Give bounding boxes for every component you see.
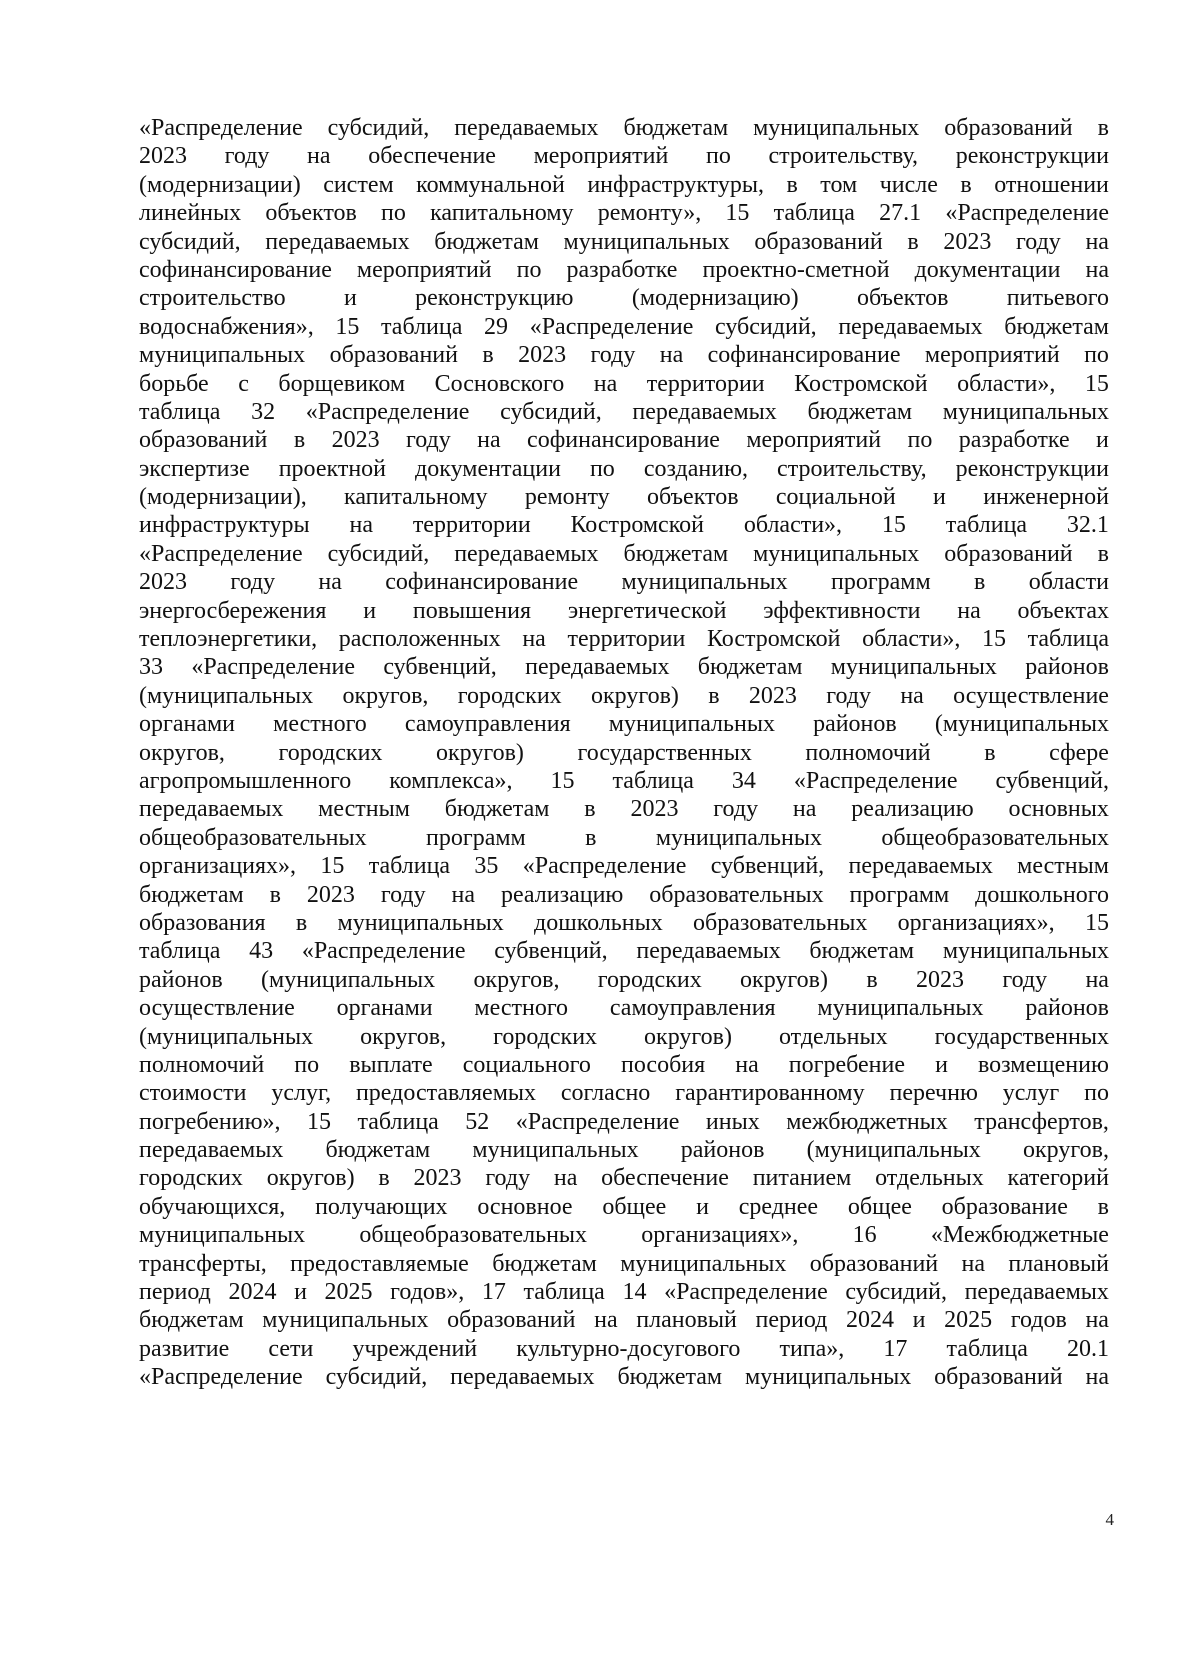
- text-line: обучающихся, получающих основное общее и среднее общее образование в: [139, 1193, 1109, 1220]
- text-line: (муниципальных округов, городских округов) отдельных государственных: [139, 1023, 1109, 1050]
- text-line: осуществление органами местного самоуправления муниципальных районов: [139, 995, 1109, 1022]
- text-line: городских округов) в 2023 году на обеспечение питанием отдельных категорий: [139, 1165, 1109, 1192]
- text-line: районов (муниципальных округов, городских округов) в 2023 году на: [139, 966, 1109, 993]
- text-line: погребению», 15 таблица 52 «Распределение иных межбюджетных трансфертов,: [139, 1108, 1109, 1135]
- text-line: 2023 году на обеспечение мероприятий по строительству, реконструкции: [139, 143, 1109, 170]
- text-line: (муниципальных округов, городских округов) в 2023 году на осуществление: [139, 682, 1109, 709]
- text-line: (модернизации) систем коммунальной инфраструктуры, в том числе в отношении: [139, 171, 1109, 198]
- text-line: «Распределение субсидий, передаваемых бюджетам муниципальных образований в: [139, 115, 1109, 141]
- text-line: линейных объектов по капитальному ремонту», 15 таблица 27.1 «Распределение: [139, 200, 1109, 227]
- text-line: софинансирование мероприятий по разработке проектно-сметной документации на: [139, 256, 1109, 283]
- text-line: передаваемых бюджетам муниципальных районов (муниципальных округов,: [139, 1137, 1109, 1164]
- text-line: муниципальных образований в 2023 году на софинансирование мероприятий по: [139, 342, 1109, 369]
- text-line: таблица 32 «Распределение субсидий, передаваемых бюджетам муниципальных: [139, 398, 1109, 425]
- text-line: трансферты, предоставляемые бюджетам муниципальных образований на плановый: [139, 1250, 1109, 1277]
- text-line: муниципальных общеобразовательных организациях», 16 «Межбюджетные: [139, 1222, 1109, 1249]
- text-line: (модернизации), капитальному ремонту объектов социальной и инженерной: [139, 484, 1109, 511]
- body-text: [139, 114, 1109, 1392]
- text-line: передаваемых местным бюджетам в 2023 году на реализацию основных: [139, 796, 1109, 823]
- text-line: образования в муниципальных дошкольных образовательных организациях», 15: [139, 909, 1109, 936]
- text-line: агропромышленного комплекса», 15 таблица 34 «Распределение субвенций,: [139, 767, 1109, 794]
- text-line: инфраструктуры на территории Костромской области», 15 таблица 32.1: [139, 512, 1109, 539]
- text-line: период 2024 и 2025 годов», 17 таблица 14 «Распределение субсидий, передаваемых: [139, 1279, 1109, 1306]
- page-number: 4: [1105, 1510, 1114, 1529]
- text-line: строительство и реконструкцию (модернизацию) объектов питьевого: [139, 285, 1109, 312]
- text-line: водоснабжения», 15 таблица 29 «Распределение субсидий, передаваемых бюджетам: [139, 313, 1109, 340]
- text-line: 33 «Распределение субвенций, передаваемых бюджетам муниципальных районов: [139, 654, 1109, 681]
- text-line: 2023 году на софинансирование муниципальных программ в области: [139, 569, 1109, 596]
- text-line: борьбе с борщевиком Сосновского на территории Костромской области», 15: [139, 370, 1109, 397]
- text-line: экспертизе проектной документации по созданию, строительству, реконструкции: [139, 455, 1109, 482]
- text-line: бюджетам в 2023 году на реализацию образовательных программ дошкольного: [139, 881, 1109, 908]
- text-line: округов, городских округов) государственных полномочий в сфере: [139, 739, 1109, 766]
- text-line: «Распределение субсидий, передаваемых бюджетам муниципальных образований на: [139, 1364, 1109, 1391]
- text-line: теплоэнергетики, расположенных на территории Костромской области», 15 таблица: [139, 626, 1109, 653]
- text-line: субсидий, передаваемых бюджетам муниципальных образований в 2023 году на: [139, 228, 1109, 255]
- text-line: таблица 43 «Распределение субвенций, передаваемых бюджетам муниципальных: [139, 938, 1109, 965]
- text-line: «Распределение субсидий, передаваемых бюджетам муниципальных образований в: [139, 540, 1109, 567]
- text-line: полномочий по выплате социального пособия на погребение и возмещению: [139, 1051, 1109, 1078]
- text-line: организациях», 15 таблица 35 «Распределение субвенций, передаваемых местным: [139, 853, 1109, 880]
- text-line: органами местного самоуправления муниципальных районов (муниципальных: [139, 711, 1109, 738]
- text-line: образований в 2023 году на софинансирование мероприятий по разработке и: [139, 427, 1109, 454]
- text-line: развитие сети учреждений культурно-досугового типа», 17 таблица 20.1: [139, 1335, 1109, 1362]
- text-line: бюджетам муниципальных образований на плановый период 2024 и 2025 годов на: [139, 1307, 1109, 1334]
- text-line: энергосбережения и повышения энергетической эффективности на объектах: [139, 597, 1109, 624]
- text-line: стоимости услуг, предоставляемых согласно гарантированному перечню услуг по: [139, 1080, 1109, 1107]
- text-line: общеобразовательных программ в муниципальных общеобразовательных: [139, 824, 1109, 851]
